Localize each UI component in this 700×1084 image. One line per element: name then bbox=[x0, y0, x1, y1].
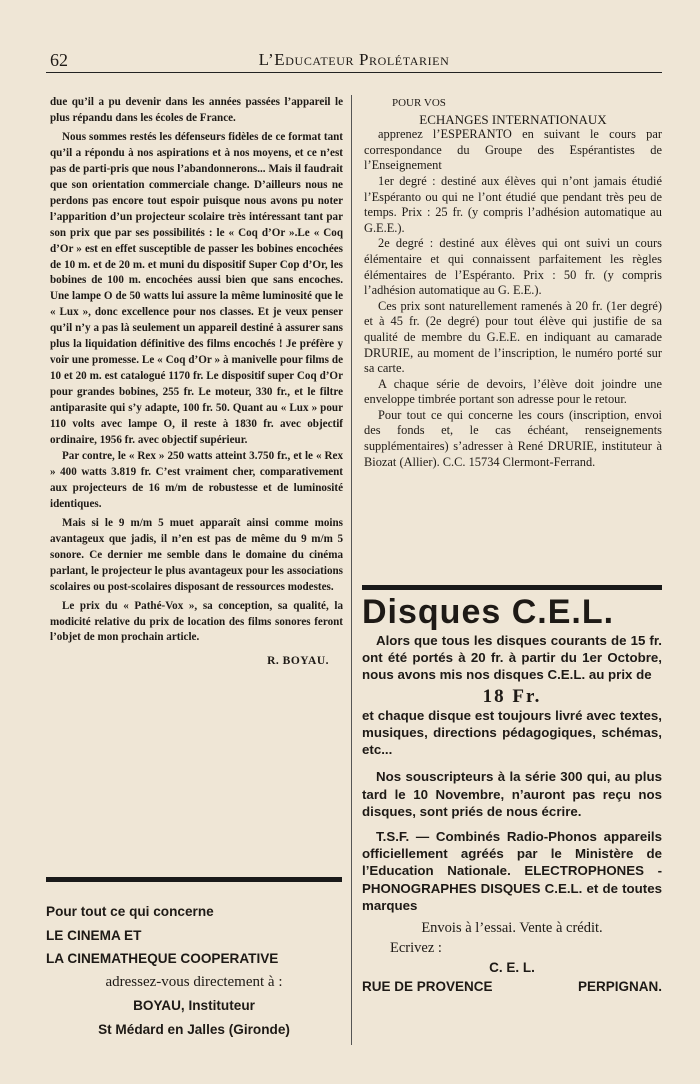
article-paragraph: Le prix du « Pathé-Vox », sa conception, sa qualité, la modicité relative du prix de location des films sonores feront l’objet de mon prochain article. bbox=[50, 599, 343, 644]
cinema-line: Pour tout ce qui concerne bbox=[46, 904, 214, 919]
cinema-advert bbox=[46, 900, 342, 1041]
cinema-line: LA CINEMATHEQUE COOPERATIVE bbox=[46, 951, 279, 966]
article-paragraph: Par contre, le « Rex » 250 watts atteint 3.750 fr., et le « Rex » 400 watts 3.819 fr. C’est vraiment cher, comparativement aux projecteurs de 16 m/m de robustesse et de luminosité identiques. bbox=[50, 449, 343, 510]
article-paragraph: Nous sommes restés les défenseurs fidèles de ce format tant qu’il a répondu à nos aspirations et à nos moyens, et ce n’est pas de parti-pris que nous l’abandonnerons... Mais il faudrait que son orientation commerciale change. D’ailleurs nous ne perdons pas encore tout espoir puisque nous avons pu noter l’apparition d’un projecteur scolaire très intéressant tant par son prix que par ses possibilités : le « Coq d’Or ».Le « Coq d’Or » est en effet susceptible de passer les bobines encochées de 10 m. et de 20 m. et muni du dispositif Super Cop d’Or, les bobines de 100 m. encochées aussi bien que sans encoches. Une lampe O de 50 watts lui assure la même luminosité que le « Lux », donc excellence pour nos classes. Et je veux penser qu’il n’y a pas là seulement un appareil destiné à assurer sans plus la liquidation définitive des films encochés ! Je préfère y voir une promesse. Le « Coq d’Or » à manivelle pour films de 10 et 20 m. est catalogué 1170 fr. Le dispositif super Coq d’Or pour grandes bobines, 255 fr. Le moteur, 330 fr., et le filtre antiparasite qui s’y adapte, 100 fr. 50. Quant au « Lux » pour 110 volts avec lampe O, il reste à 1830 fr. avec objectif ordinaire, 1956 fr. avec objectif supérieur. bbox=[50, 130, 343, 447]
cinema-line: St Médard en Jalles (Gironde) bbox=[98, 1021, 290, 1037]
disques-envois: Envois à l’essai. Vente à crédit. bbox=[421, 920, 603, 937]
esperanto-heading: ECHANGES INTERNATIONAUX bbox=[419, 111, 607, 127]
page-header bbox=[46, 48, 662, 73]
disques-paragraph: T.S.F. — Combinés Radio-Phonos appareils officiellement agréés par le Ministère de l’Education Nationale. ELECTROPHONES - PHONOGRAPHES DISQUES C.E.L. et de toutes marques bbox=[362, 829, 662, 913]
cinema-line: LE CINEMA ET bbox=[46, 927, 142, 943]
esperanto-pour-vos: POUR VOS bbox=[392, 97, 446, 109]
cinema-line: BOYAU, Instituteur bbox=[133, 998, 255, 1013]
disques-paragraph: et chaque disque est toujours livré avec textes, musiques, directions pédagogiques, schémas, etc... bbox=[362, 707, 662, 758]
disques-paragraph: Alors que tous les disques courants de 15 fr. ont été portés à 20 fr. à partir du 1er Octobre, nous avons mis nos disques C.E.L. au prix de bbox=[362, 633, 662, 683]
esperanto-notice bbox=[364, 96, 662, 470]
disques-cel: C. E. L. bbox=[489, 960, 535, 976]
left-article bbox=[50, 95, 343, 670]
section-rule bbox=[362, 585, 662, 590]
cinema-line: adressez-vous directement à : bbox=[105, 973, 283, 990]
disques-address bbox=[362, 977, 662, 996]
column-divider bbox=[351, 95, 352, 1045]
esperanto-paragraph: Ces prix sont naturellement ramenés à 20 fr. (1er degré) et à 45 fr. (2e degré) pour tout élève qui justifie de sa qualité de membre du G.E.E. en indiquant au camarade DRURIE, au moment de l’inscription, le numéro porté sur sa carte. bbox=[364, 298, 662, 376]
esperanto-paragraph: A chaque série de devoirs, l’élève doit joindre une enveloppe timbrée portant son adresse pour le retour. bbox=[364, 376, 662, 407]
esperanto-paragraph: Pour tout ce qui concerne les cours (inscription, envoi des fonds et, le cas échéant, renseignements supplémentaires) s’adresser à René DRURIE, instituteur à Biozat (Allier). C.C. 15734 Clermont-Ferrand. bbox=[364, 407, 662, 469]
journal-title: L’Educateur Prolétarien bbox=[258, 50, 450, 69]
esperanto-paragraph: apprenez l’ESPERANTO en suivant le cours par correspondance du Groupe des Espérantistes de l’Enseignement bbox=[364, 127, 662, 173]
disques-body bbox=[362, 632, 662, 914]
esperanto-paragraph: 2e degré : destiné aux élèves qui ont suivi un cours élémentaire et qui connaissent parfaitement les règles élémentaires de l’Espéranto. Prix : 50 fr. (y compris l’adhésion automatique au G. E.E.). bbox=[364, 236, 662, 298]
disques-ecrivez: Ecrivez : bbox=[390, 940, 442, 957]
page-number: 62 bbox=[50, 50, 68, 70]
disques-address-city: PERPIGNAN. bbox=[577, 979, 662, 995]
article-paragraph: Mais si le 9 m/m 5 muet apparaît ainsi comme moins avantageux que jadis, il n’en est pas de même du 9 m/m 5 sonore. Ce dernier me semble dans le domaine du cinéma parlant, le projecteur le plus avantageux pour les associations scolaires ou post-scolaires disposant de ressources modestes. bbox=[50, 516, 343, 593]
disques-advert bbox=[362, 592, 662, 996]
article-signature: R. BOYAU. bbox=[267, 655, 329, 668]
section-rule bbox=[46, 877, 342, 882]
disques-title: Disques C.E.L. bbox=[362, 593, 615, 631]
disques-address-street: RUE DE PROVENCE bbox=[362, 979, 493, 995]
esperanto-paragraph: 1er degré : destiné aux élèves qui n’ont jamais étudié l’Espéranto ou qui ne l’ont étudié que pendant très peu de temps. Prix : 25 fr. (y compris l’adhésion automatique au G.E.E.). bbox=[364, 173, 662, 235]
disques-price: 18 Fr. bbox=[482, 685, 542, 707]
disques-paragraph: Nos souscripteurs à la série 300 qui, au plus tard le 10 Novembre, n’auront pas reçu nos disques, sont priés de nous écrire. bbox=[362, 769, 662, 819]
article-paragraph: due qu’il a pu devenir dans les années passées l’appareil le plus répandu dans les écoles de France. bbox=[50, 96, 343, 124]
